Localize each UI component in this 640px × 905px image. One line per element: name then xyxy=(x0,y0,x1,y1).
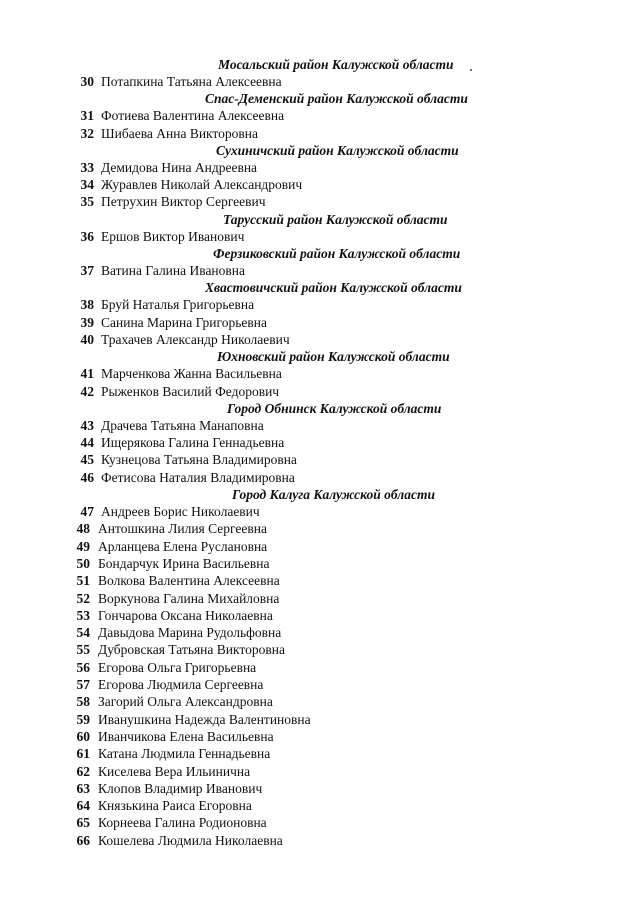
list-entry xyxy=(0,641,640,658)
list-entry xyxy=(0,676,640,693)
entry-name: Петрухин Виктор Сергеевич xyxy=(101,194,266,210)
entry-number: 31 xyxy=(80,108,94,124)
section-heading: Город Обнинск Калужской области xyxy=(227,400,442,416)
list-entry xyxy=(0,555,640,572)
list-entry xyxy=(0,711,640,728)
list-entry xyxy=(0,590,640,607)
list-entry xyxy=(0,814,640,831)
section-heading: Город Калуга Калужской области xyxy=(232,487,435,503)
entry-name: Бондарчук Ирина Васильевна xyxy=(98,555,270,571)
entry-name: Дубровская Татьяна Викторовна xyxy=(98,642,285,658)
entry-number: 49 xyxy=(76,538,90,554)
entry-number: 52 xyxy=(76,590,90,606)
entry-number: 32 xyxy=(80,125,94,141)
entry-number: 36 xyxy=(80,228,94,244)
entry-name: Рыженков Василий Федорович xyxy=(101,383,280,399)
entry-name: Марченкова Жанна Васильевна xyxy=(101,366,282,382)
entry-number: 55 xyxy=(76,642,90,658)
list-entry xyxy=(0,228,640,245)
entry-number: 38 xyxy=(80,297,94,313)
entry-name: Ватина Галина Ивановна xyxy=(101,263,245,279)
entry-number: 37 xyxy=(80,263,94,279)
list-entry xyxy=(0,193,640,210)
entry-name: Арланцева Елена Руслановна xyxy=(98,538,268,554)
entry-name: Андреев Борис Николаевич xyxy=(101,504,260,520)
entry-number: 42 xyxy=(80,383,94,399)
entry-name: Бруй Наталья Григорьевна xyxy=(101,297,255,313)
entry-name: Кузнецова Татьяна Владимировна xyxy=(101,452,297,468)
entry-number: 51 xyxy=(76,573,90,589)
list-entry xyxy=(0,780,640,797)
entry-number: 56 xyxy=(76,659,90,675)
entry-name: Клопов Владимир Иванович xyxy=(98,780,263,796)
entry-number: 30 xyxy=(80,74,94,89)
entry-name: Иванчикова Елена Васильевна xyxy=(98,728,274,744)
list-entry xyxy=(0,503,640,520)
entry-number: 61 xyxy=(76,746,90,762)
entry-number: 65 xyxy=(76,815,90,831)
section-heading: Мосальский район Калужской области xyxy=(218,57,454,72)
list-entry xyxy=(0,538,640,555)
entry-number: 66 xyxy=(76,832,90,848)
entry-number: 63 xyxy=(76,780,90,796)
entry-number: 54 xyxy=(76,625,90,641)
entry-number: 53 xyxy=(76,607,90,623)
entry-name: Трахачев Александр Николаевич xyxy=(101,331,290,347)
list-entry xyxy=(0,451,640,468)
entry-number: 40 xyxy=(80,331,94,347)
entry-number: 58 xyxy=(76,694,90,710)
list-entry xyxy=(0,745,640,762)
entry-number: 64 xyxy=(76,798,90,814)
entry-name: Фетисова Наталия Владимировна xyxy=(101,469,295,485)
entry-name: Ищерякова Галина Геннадьевна xyxy=(101,435,285,451)
list-entry xyxy=(0,383,640,400)
section-heading: Ферзиковский район Калужской области xyxy=(213,246,461,262)
list-entry xyxy=(0,434,640,451)
list-entry xyxy=(0,159,640,176)
entry-number: 35 xyxy=(80,194,94,210)
list-entry xyxy=(0,365,640,382)
entry-number: 33 xyxy=(80,159,94,175)
entry-number: 59 xyxy=(76,711,90,727)
entry-name: Гончарова Оксана Николаевна xyxy=(98,607,273,623)
entry-name: Князькина Раиса Егоровна xyxy=(98,798,252,814)
list-entry xyxy=(0,314,640,331)
list-entry xyxy=(0,331,640,348)
entry-number: 34 xyxy=(80,177,94,193)
entry-name: Санина Марина Григорьевна xyxy=(101,314,267,330)
list-entry xyxy=(0,296,640,313)
scan-speck xyxy=(470,69,472,71)
entry-name: Шибаева Анна Викторовна xyxy=(101,125,258,141)
section-heading: Хвастовичский район Калужской области xyxy=(205,280,462,296)
entry-name: Волкова Валентина Алексеевна xyxy=(98,573,280,589)
list-entry xyxy=(0,832,640,849)
entry-number: 43 xyxy=(80,417,94,433)
list-entry xyxy=(0,417,640,434)
list-entry xyxy=(0,624,640,641)
entry-number: 62 xyxy=(76,763,90,779)
entry-name: Антошкина Лилия Сергеевна xyxy=(98,521,267,537)
entry-name: Журавлев Николай Александрович xyxy=(101,177,303,193)
entry-number: 44 xyxy=(80,435,94,451)
list-entry xyxy=(0,797,640,814)
entry-name: Демидова Нина Андреевна xyxy=(101,159,258,175)
entry-name: Киселева Вера Ильинична xyxy=(98,763,251,779)
list-entry xyxy=(0,659,640,676)
list-entry xyxy=(0,125,640,142)
entry-name: Корнеева Галина Родионовна xyxy=(98,815,267,831)
list-entry xyxy=(0,607,640,624)
entry-name: Катана Людмила Геннадьевна xyxy=(98,746,271,762)
list-entry xyxy=(0,73,640,90)
section-heading: Юхновский район Калужской области xyxy=(217,349,450,365)
entry-name: Загорий Ольга Александровна xyxy=(98,694,273,710)
list-entry xyxy=(0,107,640,124)
entry-name: Ершов Виктор Иванович xyxy=(101,228,245,244)
list-entry xyxy=(0,763,640,780)
entry-number: 46 xyxy=(80,469,94,485)
entry-number: 39 xyxy=(80,314,94,330)
entry-number: 45 xyxy=(80,452,94,468)
list-entry xyxy=(0,728,640,745)
entry-name: Давыдова Марина Рудольфовна xyxy=(98,625,282,641)
entry-number: 48 xyxy=(76,521,90,537)
list-entry xyxy=(0,693,640,710)
entry-number: 57 xyxy=(76,677,90,693)
entry-name: Иванушкина Надежда Валентиновна xyxy=(98,711,311,727)
entry-name: Потапкина Татьяна Алексеевна xyxy=(101,74,282,89)
section-heading: Тарусский район Калужской области xyxy=(223,211,448,227)
section-heading: Сухиничский район Калужской области xyxy=(216,142,459,158)
section-heading: Спас-Деменский район Калужской области xyxy=(205,91,468,107)
entry-name: Фотиева Валентина Алексеевна xyxy=(101,108,285,124)
list-entry xyxy=(0,469,640,486)
entry-number: 60 xyxy=(76,728,90,744)
entry-name: Кошелева Людмила Николаевна xyxy=(98,832,283,848)
entry-number: 41 xyxy=(80,366,94,382)
document-list xyxy=(0,56,640,849)
list-entry xyxy=(0,572,640,589)
list-entry xyxy=(0,176,640,193)
entry-number: 47 xyxy=(80,504,94,520)
list-entry xyxy=(0,520,640,537)
entry-number: 50 xyxy=(76,555,90,571)
list-entry xyxy=(0,262,640,279)
entry-name: Воркунова Галина Михайловна xyxy=(98,590,280,606)
entry-name: Егорова Людмила Сергеевна xyxy=(98,677,264,693)
entry-name: Драчева Татьяна Манаповна xyxy=(101,417,264,433)
entry-name: Егорова Ольга Григорьевна xyxy=(98,659,257,675)
